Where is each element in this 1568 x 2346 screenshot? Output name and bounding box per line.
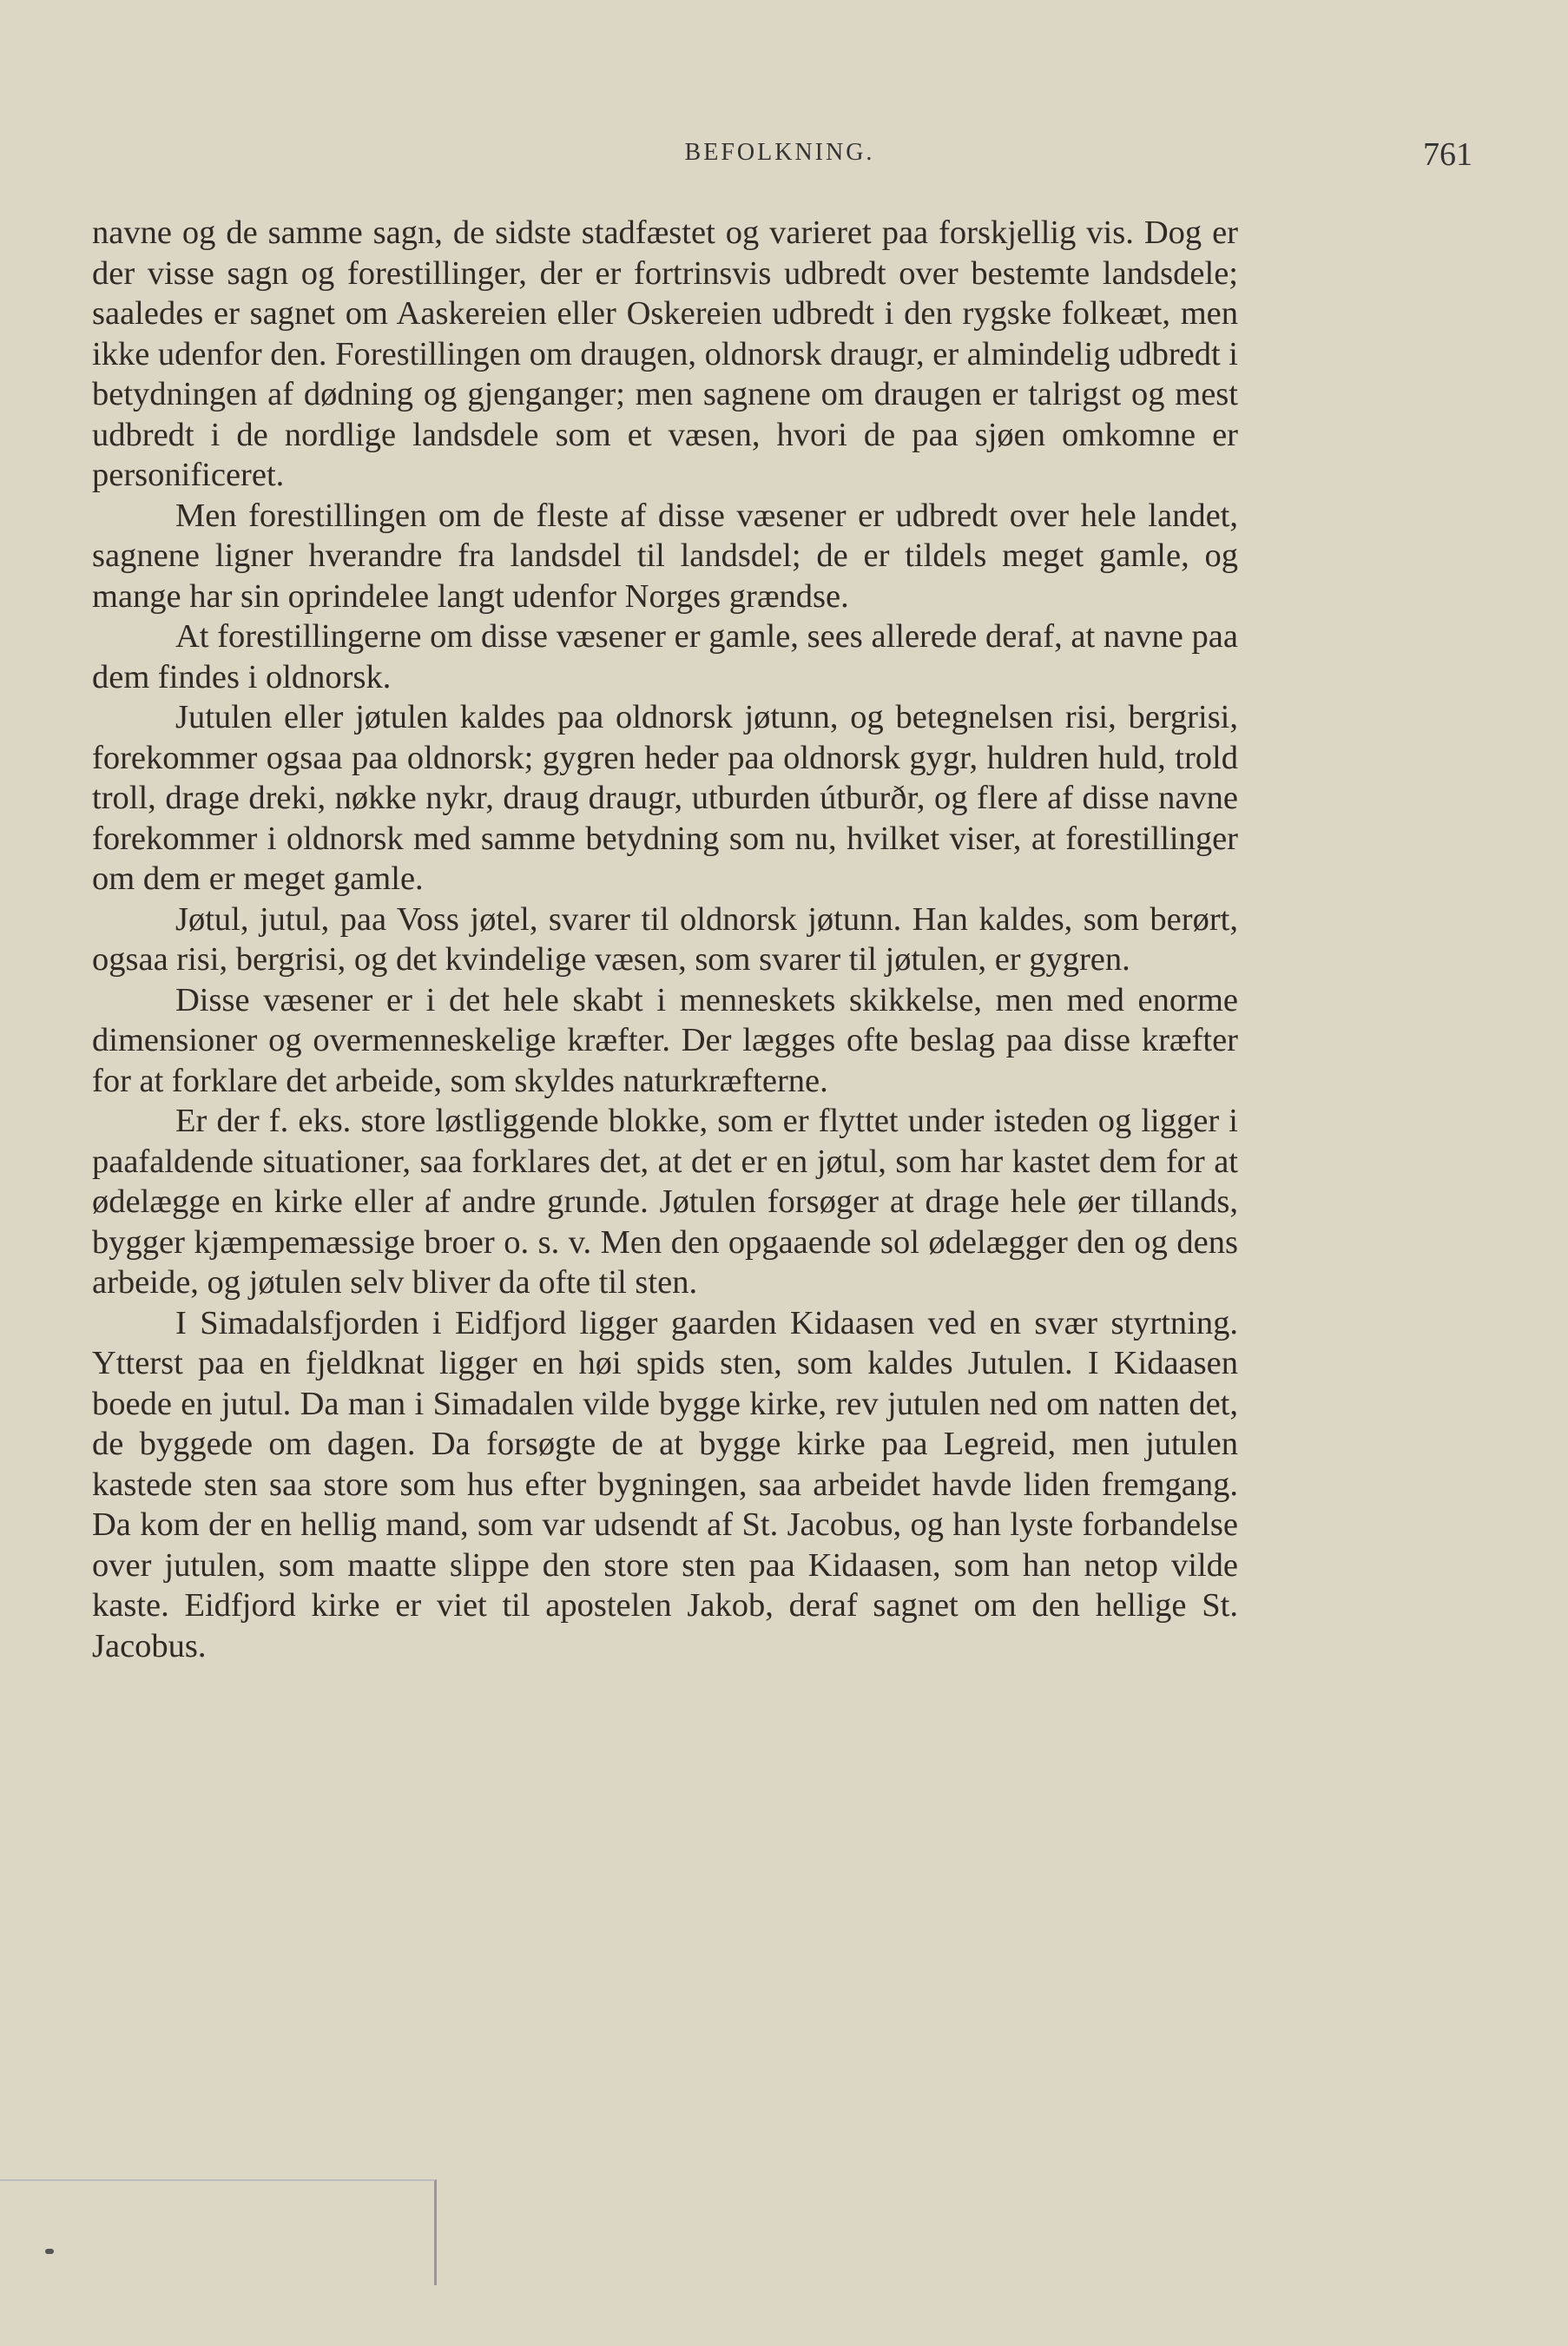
scan-margin-frame	[0, 2179, 437, 2285]
paragraph-2: Men forestillingen om de fleste af disse væsener er udbredt over hele landet, sagnene ligner hverandre fra landsdel til landsdel; de er tildels meget gamle, og mange har sin oprindelee langt udenfor Norges grændse.	[92, 497, 1238, 615]
body-text	[92, 213, 1238, 1666]
paragraph-8: I Simadalsfjorden i Eidfjord ligger gaarden Kidaasen ved en svær styrtning. Ytterst paa en fjeldknat ligger en høi spids sten, som kaldes Jutulen. I Kidaasen boede en jutul. Da man i Simadalen vilde bygge kirke, rev jutulen ned om natten det, de byggede om dagen. Da forsøgte de at bygge kirke paa Legreid, men jutulen kastede sten saa store som hus efter bygningen, saa arbeidet havde liden fremgang. Da kom der en hellig mand, som var udsendt af St. Jacobus, og han lyste forbandelse over jutulen, som maatte slippe den store sten paa Kidaasen, som han netop vilde kaste. Eidfjord kirke er viet til apostelen Jakob, deraf sagnet om den hellige St. Jacobus.	[92, 1304, 1238, 1664]
paragraph-1: navne og de samme sagn, de sidste stadfæstet og varieret paa forskjellig vis. Dog er der visse sagn og forestillinger, der er fortrinsvis udbredt over bestemte landsdele; saaledes er sagnet om Aaskereien eller Oskereien udbredt i den rygske folkeæt, men ikke udenfor den. Forestillingen om draugen, oldnorsk draugr, er almindelig udbredt i betydningen af dødning og gjenganger; men sagnene om draugen er talrigst og mest udbredt i de nordlige landsdele som et væsen, hvori de paa sjøen omkomne er personificeret.	[92, 214, 1238, 493]
paragraph-4: Jutulen eller jøtulen kaldes paa oldnorsk jøtunn, og betegnelsen risi, bergrisi, forekommer ogsaa paa oldnorsk; gygren heder paa oldnorsk gygr, huldren huld, trold troll, drage dreki, nøkke nykr, draug draugr, utburden útburðr, og flere af disse navne forekommer i oldnorsk med samme betydning som nu, hvilket viser, at forestillinger om dem er meget gamle.	[92, 699, 1238, 897]
paragraph-5: Jøtul, jutul, paa Voss jøtel, svarer til oldnorsk jøtunn. Han kaldes, som berørt, ogsaa risi, bergrisi, og det kvindelige væsen, som svarer til jøtulen, er gygren.	[92, 900, 1238, 978]
page-header	[87, 136, 1472, 182]
paragraph-3: At forestillingerne om disse væsener er gamle, sees allerede deraf, at navne paa dem findes i oldnorsk.	[92, 618, 1238, 695]
paragraph-6: Disse væsener er i det hele skabt i menneskets skikkelse, men med enorme dimensioner og overmenneskelige kræfter. Der lægges ofte beslag paa disse kræfter for at forklare det arbeide, som skyldes naturkræfterne.	[92, 981, 1238, 1099]
scan-mark	[45, 2249, 54, 2254]
paragraph-7: Er der f. eks. store løstliggende blokke, som er flyttet under isteden og ligger i paafaldende situationer, saa forklares det, at det er en jøtul, som har kastet dem for at ødelægge en kirke eller af andre grunde. Jøtulen forsøger at drage hele øer tillands, bygger kjæmpemæssige broer o. s. v. Men den opgaaende sol ødelægger den og dens arbeide, og jøtulen selv bliver da ofte til sten.	[92, 1103, 1238, 1301]
running-head: BEFOLKNING.	[684, 139, 875, 166]
page-number: 761	[1423, 136, 1472, 173]
